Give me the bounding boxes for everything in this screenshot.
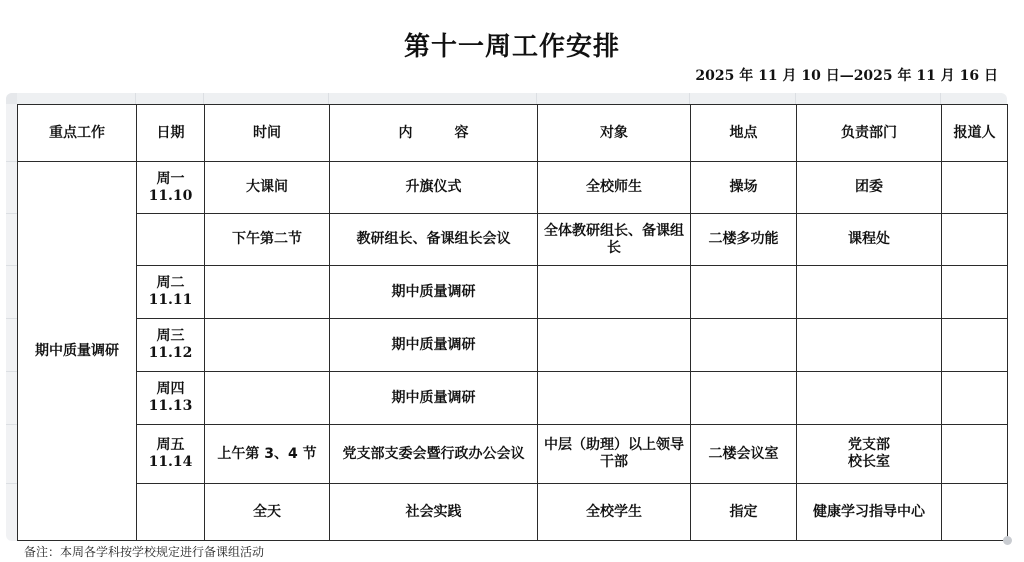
focus-work-cell[interactable]: 期中质量调研	[18, 162, 137, 541]
select-all-corner[interactable]	[6, 93, 17, 104]
header-reporter[interactable]: 报道人	[942, 105, 1008, 162]
column-header-strip[interactable]	[6, 93, 1007, 104]
header-content[interactable]: 内 容	[330, 105, 538, 162]
location-cell[interactable]	[691, 319, 797, 372]
time-cell[interactable]	[205, 266, 330, 319]
location-cell[interactable]: 二楼多功能	[691, 214, 797, 266]
content-cell[interactable]: 期中质量调研	[330, 319, 538, 372]
department-line: 党支部	[848, 437, 890, 453]
date-cell[interactable]	[137, 162, 205, 214]
target-cell[interactable]: 全体教研组长、备课组长	[538, 214, 691, 266]
day-label: 周四	[156, 381, 185, 397]
day-label: 周三	[156, 328, 185, 344]
day-label: 周一	[156, 170, 185, 187]
target-cell[interactable]: 全校师生	[538, 162, 691, 214]
date-cell[interactable]	[137, 372, 205, 425]
reporter-cell[interactable]	[942, 214, 1008, 266]
date-cell[interactable]	[137, 266, 205, 319]
time-cell[interactable]: 下午第二节	[205, 214, 330, 266]
date-cell[interactable]	[137, 319, 205, 372]
time-cell[interactable]	[205, 372, 330, 425]
date-label: 11.10	[148, 187, 193, 204]
table-row	[18, 162, 1008, 214]
table-row	[18, 425, 1008, 484]
header-target[interactable]: 对象	[538, 105, 691, 162]
footnote: 备注：本周各学科按学校规定进行备课组活动	[24, 545, 265, 559]
department-cell[interactable]	[797, 425, 942, 484]
date-label: 11.14	[148, 454, 193, 470]
content-cell[interactable]: 社会实践	[330, 484, 538, 541]
time-cell[interactable]: 上午第 3、4 节	[205, 425, 330, 484]
department-cell[interactable]: 课程处	[797, 214, 942, 266]
header-focus-work[interactable]: 重点工作	[18, 105, 137, 162]
date-label: 11.12	[148, 345, 193, 361]
reporter-cell[interactable]	[942, 425, 1008, 484]
target-cell[interactable]	[538, 372, 691, 425]
time-cell[interactable]	[205, 319, 330, 372]
target-cell[interactable]	[538, 319, 691, 372]
content-cell[interactable]: 期中质量调研	[330, 266, 538, 319]
location-cell[interactable]: 操场	[691, 162, 797, 214]
header-department[interactable]: 负责部门	[797, 105, 942, 162]
table-row	[18, 372, 1008, 425]
time-cell[interactable]: 大课间	[205, 162, 330, 214]
date-label: 11.13	[148, 398, 193, 414]
header-row	[18, 105, 1008, 162]
department-cell[interactable]	[797, 372, 942, 425]
header-time[interactable]: 时间	[205, 105, 330, 162]
row-header-strip[interactable]	[6, 93, 17, 541]
department-cell[interactable]	[797, 319, 942, 372]
date-cell[interactable]	[137, 484, 205, 541]
table-row	[18, 484, 1008, 541]
date-range: 2025 年 11 月 10 日—2025 年 11 月 16 日	[695, 68, 998, 84]
date-cell[interactable]	[137, 425, 205, 484]
content-cell[interactable]: 升旗仪式	[330, 162, 538, 214]
content-cell[interactable]: 教研组长、备课组长会议	[330, 214, 538, 266]
page-title: 第十一周工作安排	[403, 32, 620, 62]
department-cell[interactable]: 团委	[797, 162, 942, 214]
day-label: 周五	[156, 437, 185, 453]
target-cell[interactable]	[538, 266, 691, 319]
date-label: 11.11	[148, 292, 193, 308]
target-cell[interactable]: 中层（助理）以上领导干部	[538, 425, 691, 484]
reporter-cell[interactable]	[942, 162, 1008, 214]
table-row	[18, 319, 1008, 372]
location-cell[interactable]: 二楼会议室	[691, 425, 797, 484]
reporter-cell[interactable]	[942, 266, 1008, 319]
table-row	[18, 266, 1008, 319]
target-cell[interactable]: 全校学生	[538, 484, 691, 541]
location-cell[interactable]	[691, 266, 797, 319]
department-cell[interactable]: 健康学习指导中心	[797, 484, 942, 541]
header-location[interactable]: 地点	[691, 105, 797, 162]
resize-handle[interactable]	[1003, 536, 1012, 545]
department-cell[interactable]	[797, 266, 942, 319]
time-cell[interactable]: 全天	[205, 484, 330, 541]
content-cell[interactable]: 党支部支委会暨行政办公会议	[330, 425, 538, 484]
schedule-table	[17, 104, 1008, 541]
header-date[interactable]: 日期	[137, 105, 205, 162]
reporter-cell[interactable]	[942, 484, 1008, 541]
reporter-cell[interactable]	[942, 319, 1008, 372]
content-cell[interactable]: 期中质量调研	[330, 372, 538, 425]
location-cell[interactable]	[691, 372, 797, 425]
day-label: 周二	[156, 275, 185, 291]
department-line: 校长室	[848, 454, 890, 470]
date-cell[interactable]	[137, 214, 205, 266]
reporter-cell[interactable]	[942, 372, 1008, 425]
location-cell[interactable]: 指定	[691, 484, 797, 541]
table-row	[18, 214, 1008, 266]
